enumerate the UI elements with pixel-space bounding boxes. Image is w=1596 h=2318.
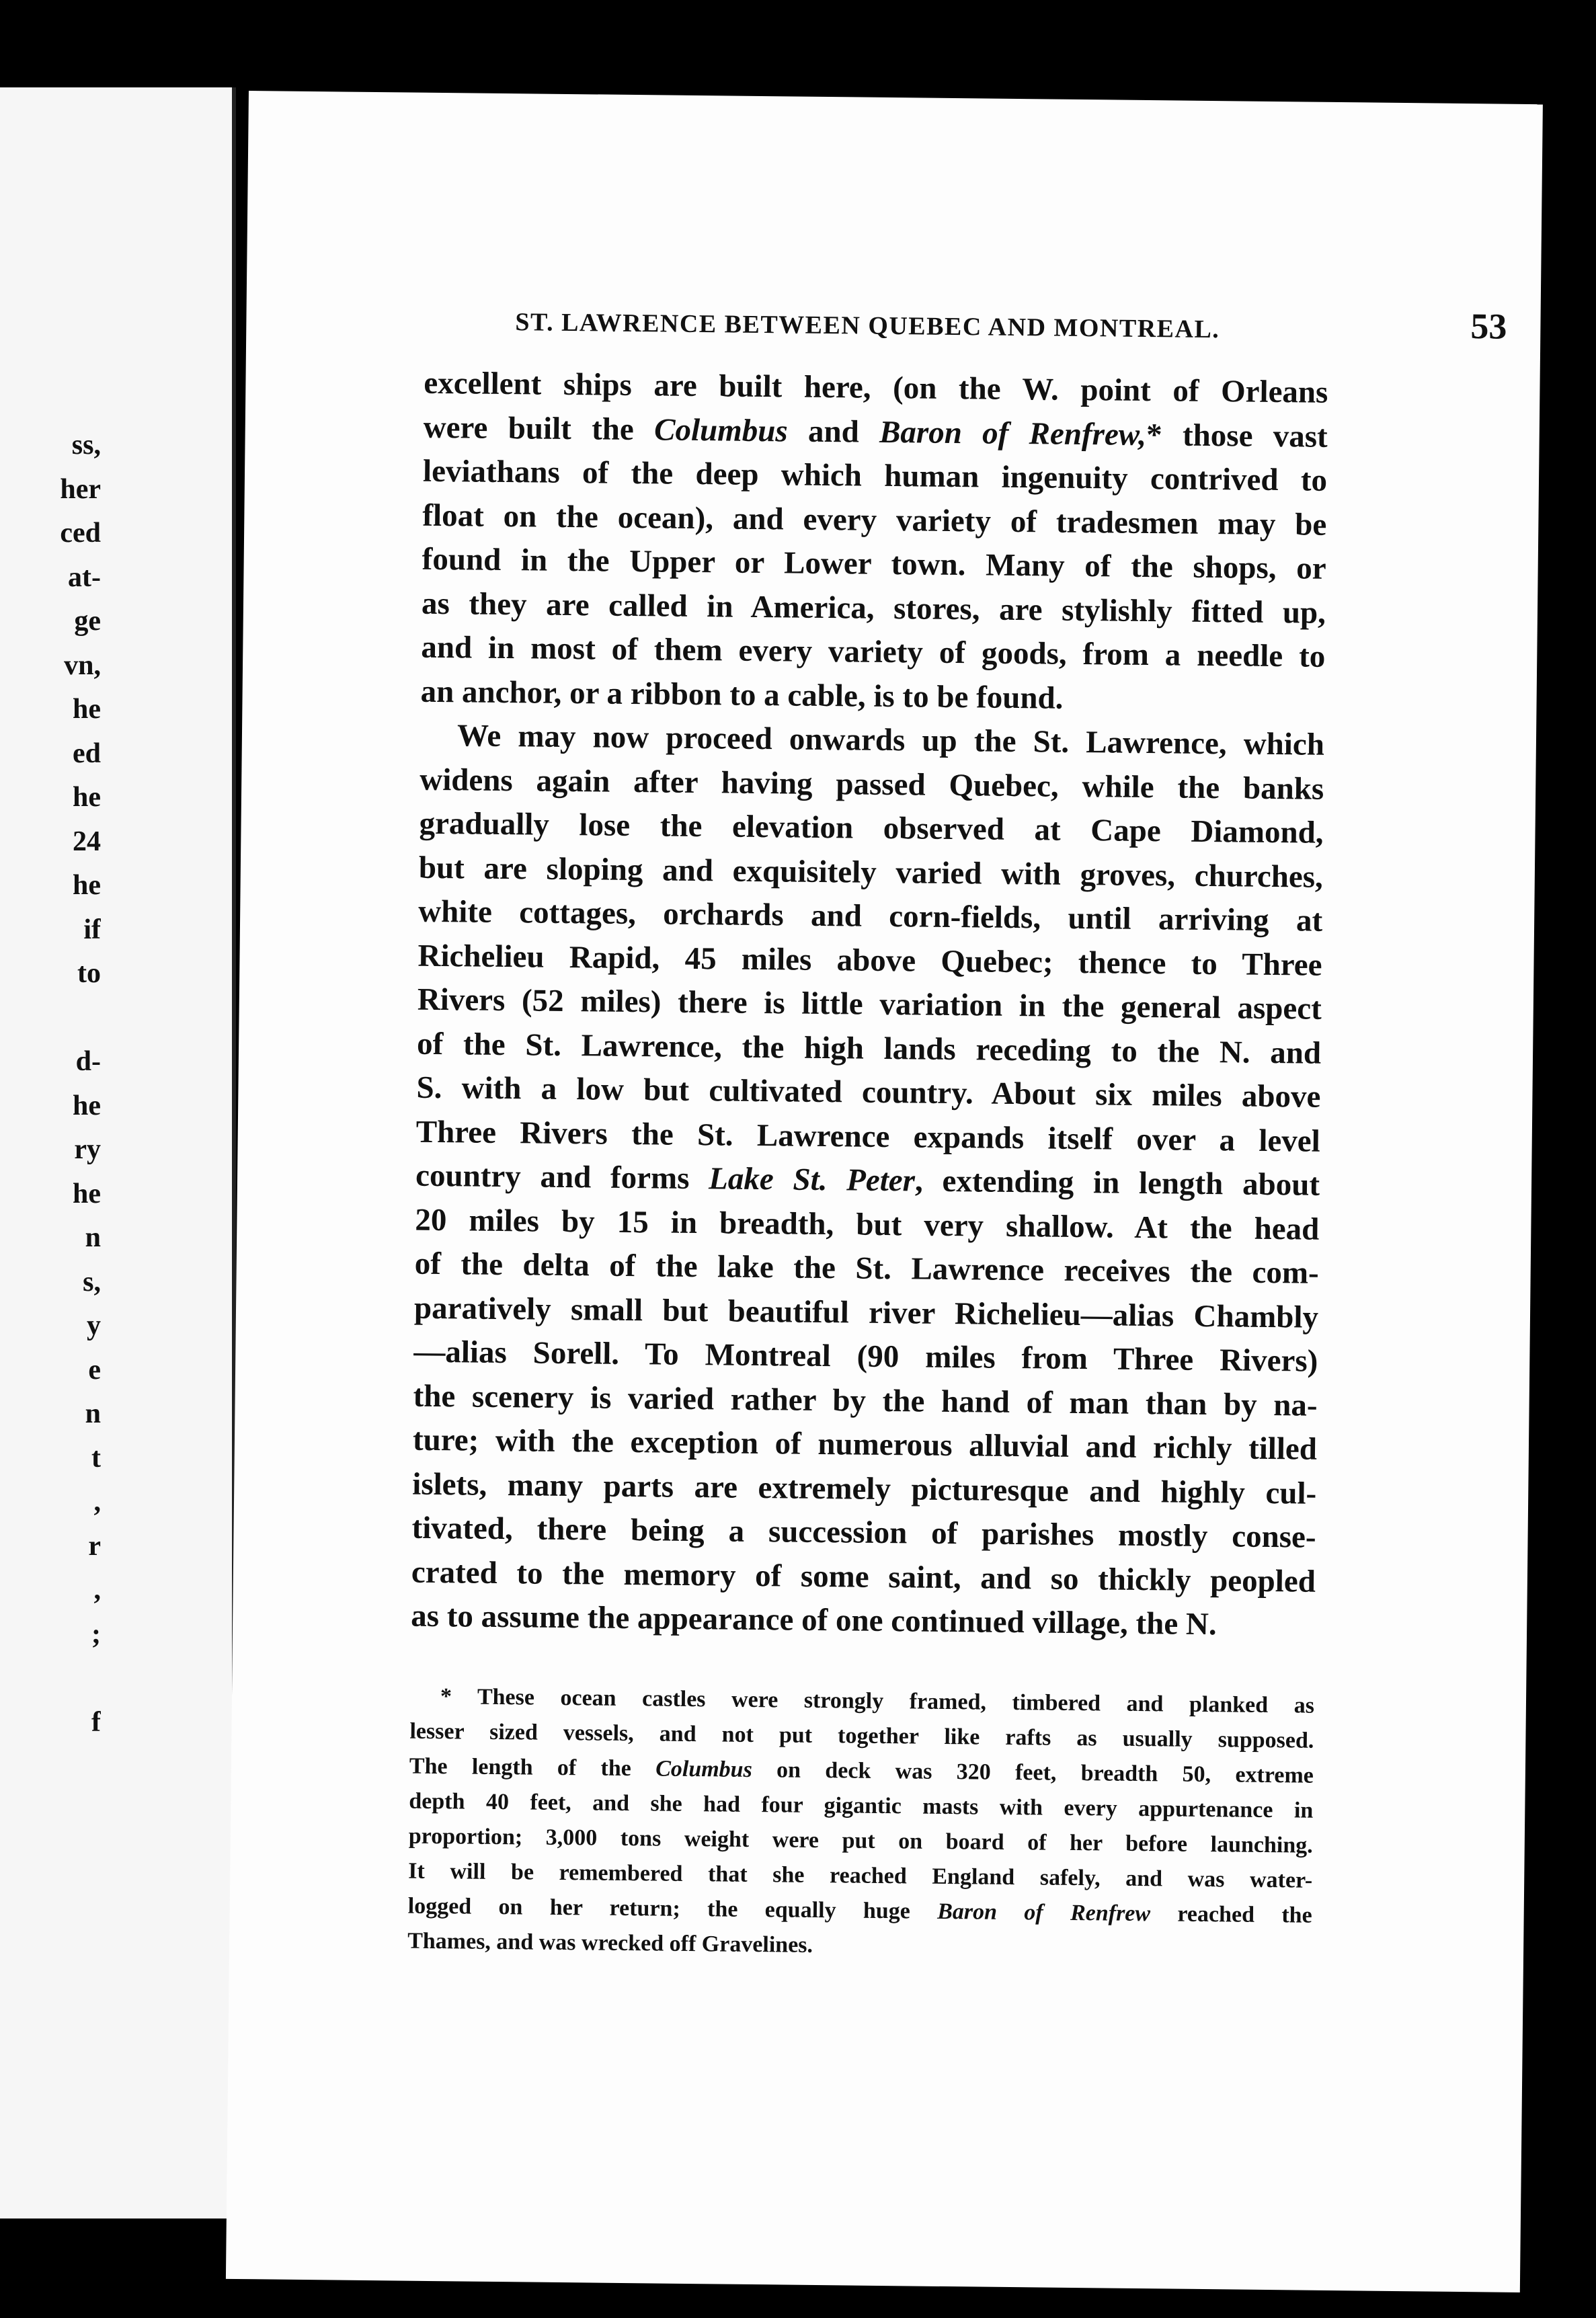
body-line: found in the Upper or Lower town. Many of the shops, or: [422, 541, 1326, 586]
left-page-fragment: [0, 996, 101, 1041]
left-page-fragment: ,: [93, 1574, 101, 1605]
left-page-fragment: e: [88, 1354, 101, 1386]
left-page-fragment: vn,: [64, 649, 101, 681]
left-page-fragment: [0, 1656, 101, 1701]
body-line: widens again after having passed Quebec, while the banks: [420, 762, 1324, 807]
body-line: white cottages, orchards and corn-fields, until arriving at: [417, 893, 1323, 938]
body-line: paratively small but beautiful river Richelieu—alias Chambly: [413, 1290, 1319, 1335]
main-text: [411, 362, 1328, 1648]
left-page-fragment: ;: [91, 1618, 101, 1650]
left-page-fragment: s,: [83, 1266, 101, 1297]
body-line: Richelieu Rapid, 45 miles above Quebec; thence to Three: [417, 938, 1322, 983]
book-page: [226, 91, 1543, 2292]
body-line: of the St. Lawrence, the high lands receding to the N. and: [416, 1026, 1322, 1071]
footnote-line: The length of the Columbus on deck was 320 feet, breadth 50, extreme: [409, 1753, 1314, 1788]
footnote-line: Thames, and was wrecked off Gravelines.: [407, 1928, 813, 1958]
left-page-fragment: to: [77, 958, 101, 989]
footnote-line: logged on her return; the equally huge Baron of Renfrew reached the: [407, 1893, 1312, 1928]
body-line: as to assume the appearance of one continued village, the N.: [410, 1598, 1217, 1642]
body-line: float on the ocean), and every variety of tradesmen may be: [422, 497, 1327, 543]
left-page-fragment: f: [91, 1706, 101, 1738]
left-page-fragment: he: [73, 1178, 101, 1209]
left-page-fragment: d-: [75, 1046, 101, 1077]
left-page-fragment: ry: [74, 1134, 101, 1165]
footnote-line: lesser sized vessels, and not put together like rafts as usually supposed.: [409, 1718, 1314, 1753]
footnote-line: * These ocean castles were strongly framed, timbered and planked as: [440, 1684, 1315, 1718]
footnote-line: proportion; 3,000 tons weight were put on board of her before launching.: [408, 1823, 1313, 1858]
left-page-fragment: n: [85, 1398, 101, 1429]
left-page-fragment: ed: [73, 737, 101, 769]
left-page-fragment: he: [73, 694, 101, 725]
body-line: were built the Columbus and Baron of Renfrew,* those vast: [423, 409, 1328, 454]
left-page-fragment: r: [88, 1530, 101, 1562]
footnote-line: depth 40 feet, and she had four gigantic masts with every appurtenance in: [409, 1788, 1314, 1823]
body-line: and in most of them every variety of goods, from a needle to: [421, 629, 1326, 674]
body-line: —alias Sorell. To Montreal (90 miles from Three Rivers): [413, 1334, 1318, 1379]
left-page-fragment: y: [87, 1310, 101, 1341]
left-page-fragment: ge: [74, 606, 101, 637]
left-page-fragment: ced: [60, 518, 101, 549]
body-line: as they are called in America, stores, are stylishly fitted up,: [421, 586, 1326, 631]
body-line: Three Rivers the St. Lawrence expands itself over a level: [415, 1114, 1320, 1159]
left-page-fragment: he: [73, 870, 101, 901]
running-title: ST. LAWRENCE BETWEEN QUEBEC AND MONTREAL.: [515, 308, 1220, 344]
left-page-fragment: he: [73, 1090, 101, 1121]
left-page-fragment: ,: [93, 1486, 101, 1517]
body-line: crated to the memory of some saint, and so thickly peopled: [411, 1554, 1316, 1599]
body-line: the scenery is varied rather by the hand of man than by na-: [413, 1378, 1318, 1423]
body-line: an anchor, or a ribbon to a cable, is to be found.: [420, 674, 1064, 716]
body-line: country and forms Lake St. Peter, extending in length about: [415, 1158, 1320, 1203]
body-line: 20 miles by 15 in breadth, but very shallow. At the head: [415, 1202, 1320, 1247]
body-line: We may now proceed onwards up the St. Lawrence, which: [456, 718, 1325, 762]
left-page-fragment: if: [83, 914, 101, 945]
body-line: excellent ships are built here, (on the W. point of Orleans: [424, 365, 1328, 410]
body-line: S. with a low but cultivated country. About six miles above: [416, 1070, 1321, 1115]
body-line: leviathans of the deep which human ingenuity contrived to: [422, 453, 1328, 498]
footnote-line: It will be remembered that she reached England safely, and was water-: [408, 1858, 1313, 1893]
left-page-fragment: he: [73, 782, 101, 813]
body-line: ture; with the exception of numerous alluvial and richly tilled: [412, 1422, 1318, 1467]
left-page-text-fragments: [0, 424, 101, 1745]
body-line: but are sloping and exquisitely varied with groves, churches,: [418, 850, 1324, 895]
body-line: islets, many parts are extremely picturesque and highly cul-: [412, 1466, 1317, 1511]
body-line: of the delta of the lake the St. Lawrence receives the com-: [414, 1246, 1319, 1291]
body-line: gradually lose the elevation observed at Cape Diamond,: [419, 805, 1324, 850]
left-page-fragment: n: [85, 1222, 101, 1253]
left-page-fragment: ss,: [71, 430, 101, 461]
left-page-edge: [0, 87, 236, 2219]
body-line: Rivers (52 miles) there is little variation in the general aspect: [417, 982, 1322, 1027]
left-page-fragment: her: [60, 473, 101, 505]
page-header: [515, 295, 1524, 353]
footnote: [407, 1679, 1314, 1968]
body-line: tivated, there being a succession of parishes mostly conse-: [411, 1510, 1316, 1555]
left-page-fragment: at-: [68, 561, 101, 593]
page-number: 53: [1470, 306, 1507, 347]
left-page-fragment: 24: [73, 826, 101, 857]
left-page-fragment: t: [91, 1442, 101, 1474]
